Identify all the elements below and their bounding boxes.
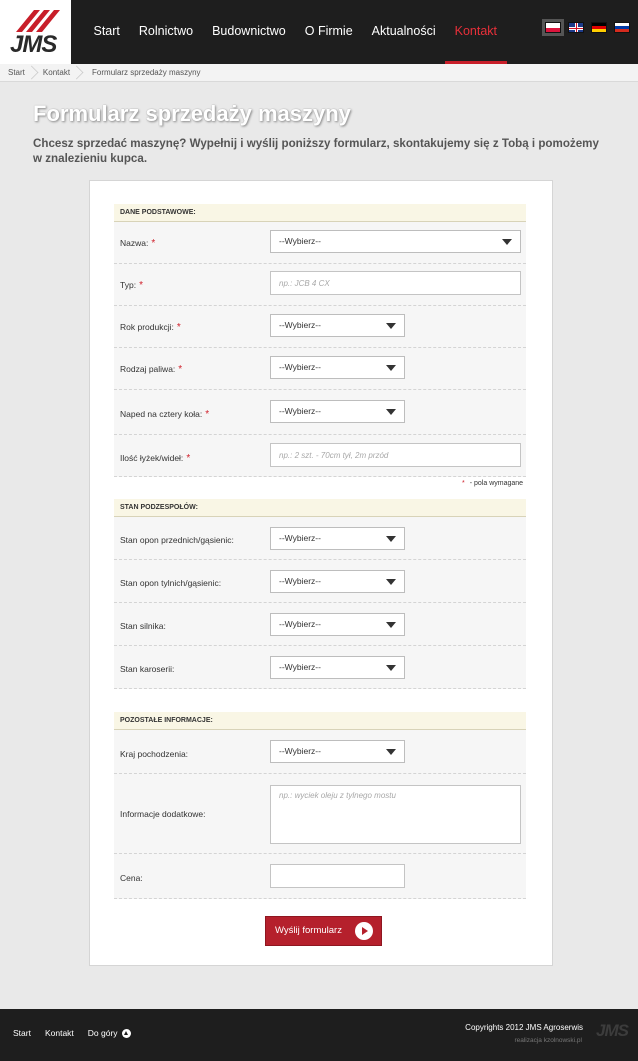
field-row-karoseria — [114, 646, 526, 689]
field-label-kraj: Kraj pochodzenia: — [120, 749, 189, 759]
opony-tyl-select[interactable]: --Wybierz-- — [270, 570, 405, 593]
main-nav — [84, 0, 507, 64]
required-marker: * — [139, 280, 143, 291]
field-row-silnik — [114, 603, 526, 646]
nav-item-start[interactable]: Start — [93, 24, 120, 38]
field-row-paliwo — [114, 348, 526, 390]
field-row-typ — [114, 264, 526, 306]
nav-item-aktualnosci[interactable]: Aktualności — [371, 24, 436, 38]
paliwo-select[interactable]: --Wybierz-- — [270, 356, 405, 379]
field-row-lyzki — [114, 435, 526, 477]
required-fields-note: * - pola wymagane — [462, 480, 524, 487]
flag-ru-icon[interactable] — [614, 22, 630, 33]
lyzki-input[interactable] — [270, 443, 521, 467]
chevron-down-icon — [386, 749, 396, 755]
typ-input[interactable] — [270, 271, 521, 295]
flag-pl-icon[interactable] — [545, 22, 561, 33]
logo-stripes-icon — [8, 6, 62, 32]
field-label-silnik: Stan silnika: — [120, 621, 166, 631]
field-label-cena: Cena: — [120, 873, 143, 883]
chevron-down-icon — [386, 622, 396, 628]
required-marker: * — [186, 453, 191, 464]
site-logo[interactable] — [0, 0, 71, 64]
chevron-down-icon — [502, 239, 512, 245]
field-row-opony-przod — [114, 517, 526, 560]
field-label-info: Informacje dodatkowe: — [120, 809, 206, 819]
field-row-nazwa — [114, 222, 526, 264]
section-other-header: POZOSTAŁE INFORMACJE: — [114, 712, 526, 730]
required-marker: * — [205, 409, 210, 420]
chevron-down-icon — [386, 579, 396, 585]
field-label-naped: Naped na cztery koła: * — [120, 409, 210, 420]
field-label-lyzki: Ilość łyżek/wideł: * — [120, 453, 191, 464]
rok-select[interactable]: --Wybierz-- — [270, 314, 405, 337]
required-marker: * — [176, 322, 181, 333]
nazwa-select[interactable]: --Wybierz-- — [270, 230, 521, 253]
field-row-rok — [114, 306, 526, 348]
chevron-down-icon — [386, 536, 396, 542]
arrow-right-icon — [355, 922, 373, 940]
section-basic-header: DANE PODSTAWOWE: — [114, 204, 526, 222]
site-header — [0, 0, 638, 64]
copyright-text: Copyrights 2012 JMS Agroserwis — [465, 1023, 583, 1032]
nav-item-rolnictwo[interactable]: Rolnictwo — [138, 24, 194, 38]
footer-link-start[interactable]: Start — [13, 1028, 31, 1038]
karoseria-select[interactable]: --Wybierz-- — [270, 656, 405, 679]
footer-links — [13, 1028, 131, 1038]
flag-de-icon[interactable] — [591, 22, 607, 33]
chevron-down-icon — [386, 365, 396, 371]
breadcrumb-start[interactable]: Start — [0, 64, 35, 81]
required-marker: * — [151, 238, 156, 249]
kraj-select[interactable]: --Wybierz-- — [270, 740, 405, 763]
nav-item-kontakt[interactable]: Kontakt — [445, 0, 506, 64]
field-label-rok: Rok produkcji: * — [120, 322, 181, 333]
field-label-paliwo: Rodzaj paliwa: * — [120, 364, 183, 375]
required-marker: * — [178, 364, 183, 375]
submit-button[interactable]: Wyślij formularz — [265, 916, 382, 946]
nav-item-budownictwo[interactable]: Budownictwo — [212, 24, 286, 38]
chevron-down-icon — [386, 665, 396, 671]
chevron-down-icon — [386, 409, 396, 415]
section-condition-header: STAN PODZESPOŁÓW: — [114, 499, 526, 517]
chevron-down-icon — [386, 323, 396, 329]
field-label-nazwa: Nazwa: * — [120, 238, 156, 249]
breadcrumb-current: Formularz sprzedaży maszyny — [92, 68, 201, 77]
field-row-cena — [114, 854, 526, 899]
silnik-select[interactable]: --Wybierz-- — [270, 613, 405, 636]
page-intro: Chcesz sprzedać maszynę? Wypełnij i wyślij poniższy formularz, skontakujemy się z Tobą i pomożemy w znalezieniu kupca. — [33, 137, 599, 165]
opony-przod-select[interactable]: --Wybierz-- — [270, 527, 405, 550]
cena-input[interactable] — [270, 864, 405, 888]
breadcrumb — [0, 64, 638, 82]
footer-link-kontakt[interactable]: Kontakt — [44, 1028, 74, 1038]
info-textarea[interactable] — [270, 785, 521, 844]
field-label-karoseria: Stan karoserii: — [120, 664, 175, 674]
page-title: Formularz sprzedaży maszyny — [33, 101, 351, 126]
footer-link-top[interactable]: Do góry — [88, 1028, 131, 1038]
nav-item-o-firmie[interactable]: O Firmie — [304, 24, 353, 38]
flag-en-icon[interactable] — [568, 22, 584, 33]
field-row-opony-tyl — [114, 560, 526, 603]
site-footer — [0, 1009, 638, 1061]
arrow-up-icon — [122, 1029, 131, 1038]
naped-select[interactable]: --Wybierz-- — [270, 400, 405, 423]
field-label-opony-przod: Stan opon przednich/gąsienic: — [120, 535, 234, 545]
field-label-opony-tyl: Stan opon tylnich/gąsienic: — [120, 578, 222, 588]
breadcrumb-kontakt[interactable]: Kontakt — [35, 64, 80, 81]
credit-link[interactable]: realizacja kzolnowski.pl — [514, 1037, 582, 1044]
footer-logo: JMS — [596, 1021, 628, 1040]
field-label-typ: Typ: * — [120, 280, 143, 291]
field-row-info — [114, 774, 526, 854]
logo-text: JMS — [10, 31, 57, 58]
language-switcher — [545, 22, 630, 33]
field-row-kraj — [114, 730, 526, 774]
field-row-naped — [114, 390, 526, 435]
